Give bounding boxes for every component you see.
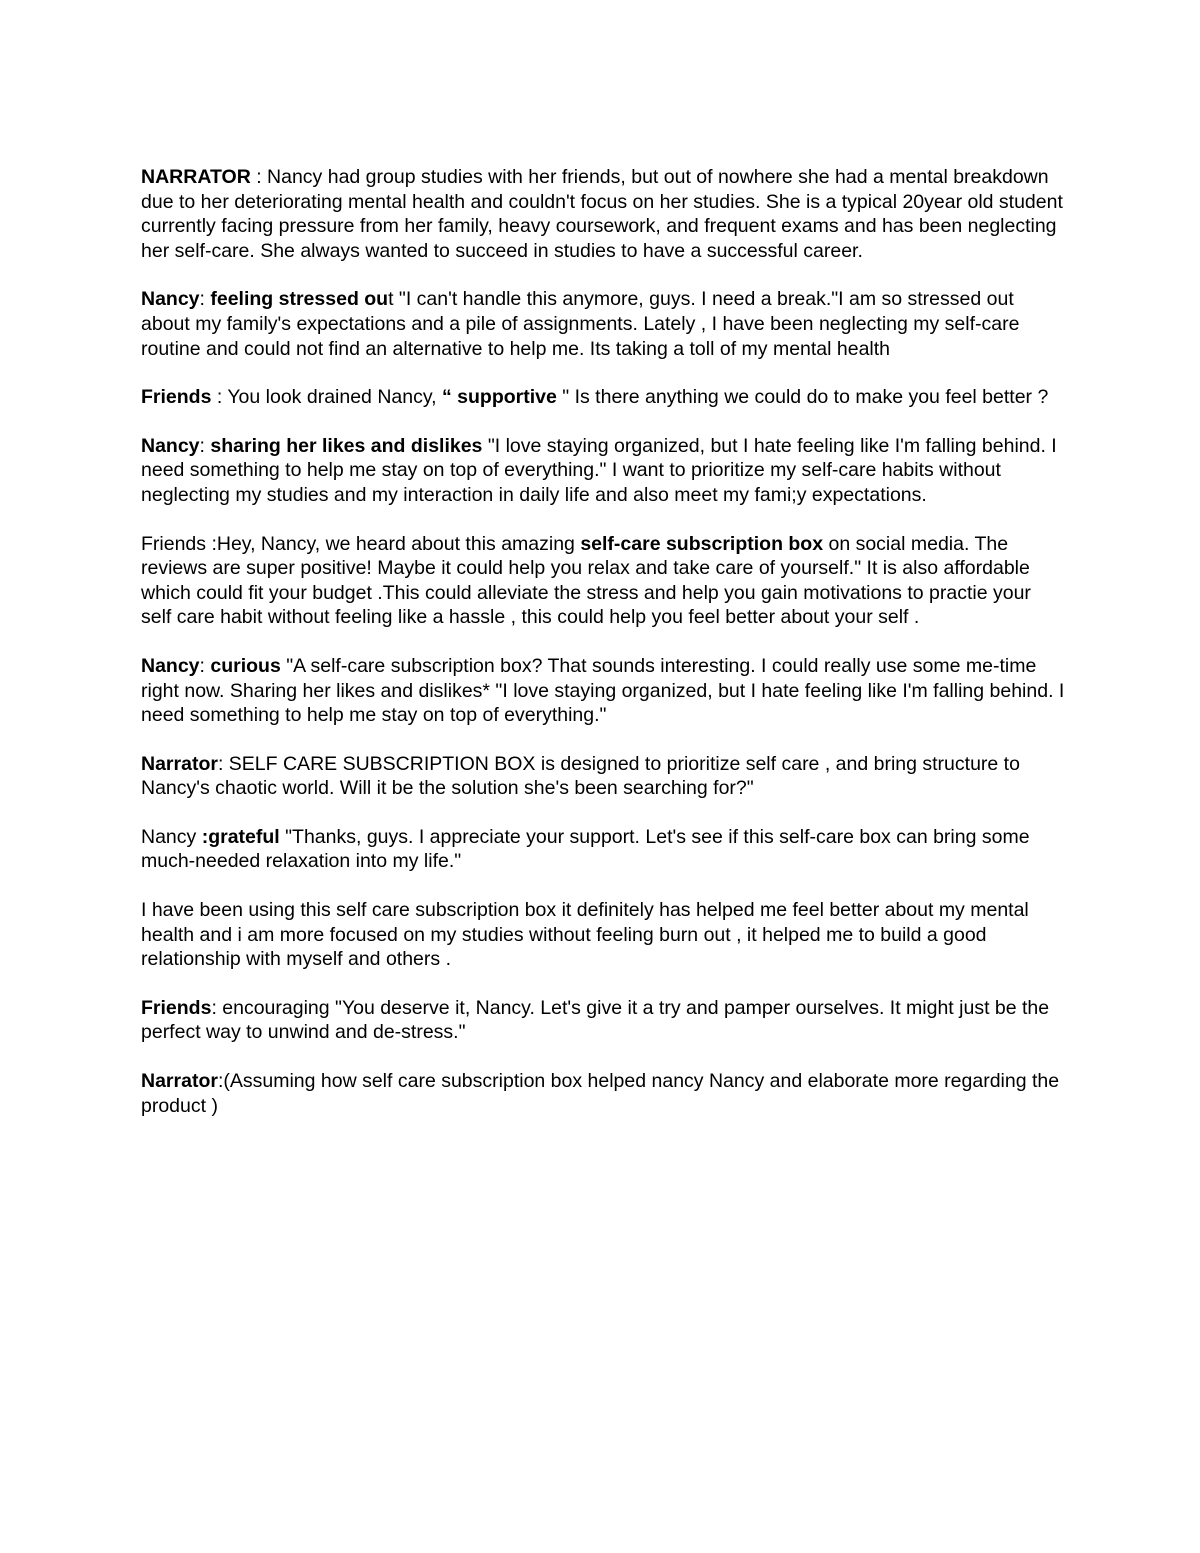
bold-text-segment: Narrator [141, 1070, 218, 1093]
text-segment: :(Assuming how self care subscription box helped nancy Nancy and elaborate more regarding the product ) [141, 1070, 1060, 1117]
text-segment: on social media. The reviews are super positive! Maybe it could help you relax and take care of yourself." It is also affordable which could fit your budget .This could alleviate the stress and help you gain motivations to practie your self care habit without feeling like a hassle , this could help you feel better about your self . [141, 532, 1031, 629]
bold-text-segment: Friends [141, 386, 212, 409]
text-segment: : [199, 654, 211, 677]
text-segment: : [199, 434, 211, 457]
dialogue-paragraph [141, 165, 1066, 263]
bold-text-segment: self-care subscription box [580, 532, 824, 555]
bold-text-segment: Nancy [141, 434, 200, 457]
dialogue-paragraph [141, 434, 1066, 508]
dialogue-paragraph [141, 752, 1066, 801]
bold-text-segment: Nancy [141, 654, 200, 677]
dialogue-paragraph [141, 898, 1066, 972]
bold-text-segment: :grateful [201, 825, 280, 848]
text-segment: : encouraging "You deserve it, Nancy. Let's give it a try and pamper ourselves. It might just be the perfect way to unwind and de-stress." [141, 996, 1050, 1044]
text-segment: : SELF CARE SUBSCRIPTION BOX is designed to prioritize self care , and bring structure to Nancy's chaotic world. Will it be the solution she's been searching for?" [141, 752, 1020, 800]
text-segment: "A self-care subscription box? That sounds interesting. I could really use some me-time right now. Sharing her likes and dislikes* "I love staying organized, but I hate feeling like I'm falling behind. I need something to help me stay on top of everything." [141, 654, 1065, 727]
dialogue-paragraph [141, 825, 1066, 874]
text-segment: t "I can't handle this anymore, guys. I need a break."I am so stressed out about my family's expectations and a pile of assignments. Lately , I have been neglecting my self-care routine and could not find an alternative to help me. Its taking a toll of my mental health [141, 288, 1020, 360]
dialogue-paragraph [141, 996, 1066, 1045]
text-segment: : Nancy had group studies with her friends, but out of nowhere she had a mental breakdown due to her deteriorating mental health and couldn't focus on her studies. She is a typical 20year old student currently facing pressure from her family, heavy coursework, and frequent exams and has been neglecting her self-care. She always wanted to succeed in studies to have a successful career. [141, 166, 1063, 262]
dialogue-paragraph [141, 532, 1066, 630]
text-segment: : You look drained Nancy, [211, 386, 442, 409]
bold-text-segment: NARRATOR [141, 166, 251, 188]
bold-text-segment: feeling stressed ou [210, 288, 389, 311]
text-segment: "I love staying organized, but I hate feeling like I'm falling behind. I need something to help me stay on top of everything." I want to prioritize my self-care habits without neglecting my studies and my interaction in daily life and also meet my fami;y expectations. [141, 434, 1057, 506]
bold-text-segment: “ supportive [441, 386, 557, 409]
text-segment: I have been using this self care subscription box it definitely has helped me feel better about my mental health and i am more focused on my studies without feeling burn out , it helped me to build a good relationship with myself and others . [141, 899, 1029, 971]
dialogue-paragraph [141, 385, 1066, 410]
text-segment: " Is there anything we could do to make you feel better ? [556, 386, 1049, 409]
bold-text-segment: Narrator [141, 752, 218, 775]
dialogue-paragraph [141, 1069, 1066, 1118]
text-segment: Friends :Hey, Nancy, we heard about this amazing [141, 532, 581, 555]
bold-text-segment: Nancy [141, 288, 200, 311]
text-segment: Nancy [141, 825, 202, 848]
text-segment: "Thanks, guys. I appreciate your support. Let's see if this self-care box can bring some much-needed relaxation into my life." [141, 825, 1030, 873]
dialogue-paragraph [141, 654, 1066, 728]
document-page [141, 165, 1066, 1142]
bold-text-segment: curious [210, 654, 281, 677]
dialogue-paragraph [141, 287, 1066, 361]
bold-text-segment: Friends [141, 996, 212, 1019]
text-segment: : [199, 288, 211, 311]
bold-text-segment: sharing her likes and dislikes [210, 434, 483, 457]
